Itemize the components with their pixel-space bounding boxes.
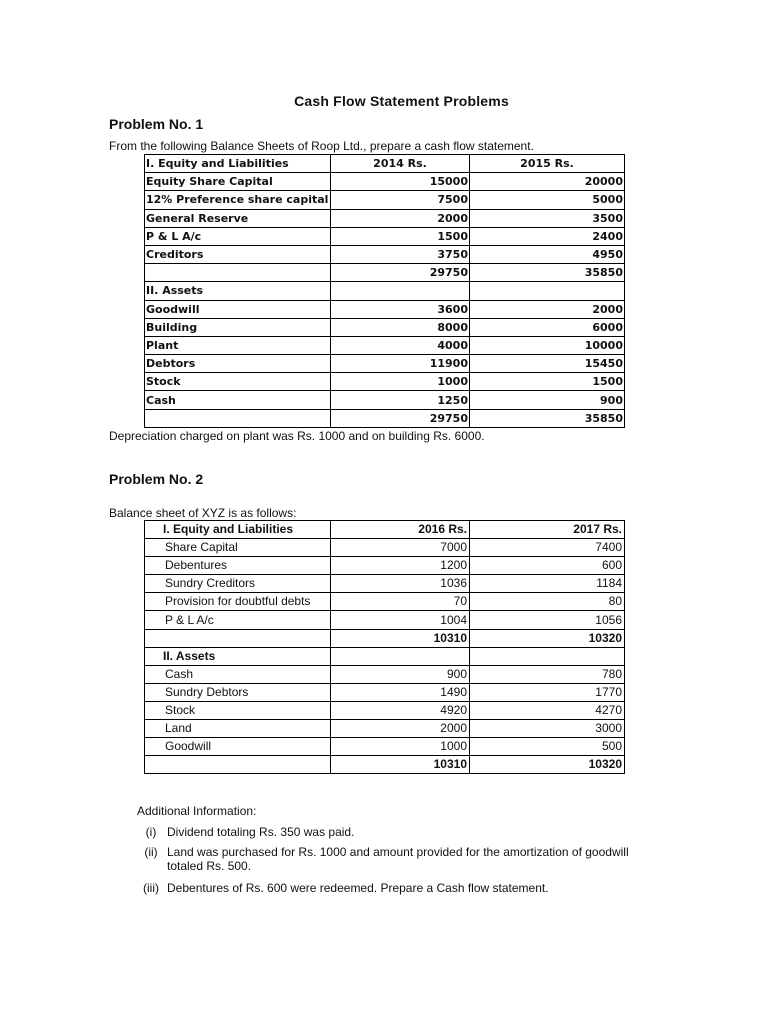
value-cell: 4950 [470, 245, 625, 263]
value-cell: 70 [331, 593, 470, 611]
table-row [145, 593, 625, 611]
item-number: (iii) [143, 881, 159, 895]
value-cell: 2400 [470, 227, 625, 245]
value-cell: 20000 [470, 173, 625, 191]
column-header: I. Equity and Liabilities [145, 521, 331, 539]
table-row [145, 373, 625, 391]
value-cell: 4270 [470, 701, 625, 719]
value-cell: 780 [470, 665, 625, 683]
table-row [145, 245, 625, 263]
table-row [145, 701, 625, 719]
problem-1-note: Depreciation charged on plant was Rs. 1000 and on building Rs. 6000. [109, 429, 485, 443]
total-row [145, 629, 625, 647]
column-header: 2015 Rs. [470, 155, 625, 173]
row-label: Creditors [145, 245, 331, 263]
row-label: P & L A/c [145, 227, 331, 245]
table-header-row [145, 521, 625, 539]
row-label: 12% Preference share capital [145, 191, 331, 209]
table-header-row [145, 155, 625, 173]
row-label: Building [145, 318, 331, 336]
row-label [145, 756, 331, 774]
total-row [145, 409, 625, 427]
row-label: Equity Share Capital [145, 173, 331, 191]
value-cell [470, 282, 625, 300]
row-label: P & L A/c [145, 611, 331, 629]
value-cell: 1200 [331, 557, 470, 575]
row-label: Stock [145, 701, 331, 719]
value-cell: 4000 [331, 336, 470, 354]
value-cell: 7400 [470, 539, 625, 557]
column-header: I. Equity and Liabilities [145, 155, 331, 173]
section-row [145, 282, 625, 300]
value-cell: 1056 [470, 611, 625, 629]
total-row [145, 756, 625, 774]
value-cell: 10000 [470, 336, 625, 354]
value-cell: 900 [470, 391, 625, 409]
total-row [145, 264, 625, 282]
table-row [145, 336, 625, 354]
table-row [145, 391, 625, 409]
table-row [145, 720, 625, 738]
row-label [145, 264, 331, 282]
value-cell: 1250 [331, 391, 470, 409]
table-row [145, 318, 625, 336]
value-cell: 1490 [331, 683, 470, 701]
value-cell: 1500 [470, 373, 625, 391]
table-row [145, 191, 625, 209]
table-row [145, 738, 625, 756]
table-row [145, 539, 625, 557]
table-row [145, 665, 625, 683]
row-label: Cash [145, 665, 331, 683]
column-header: 2017 Rs. [470, 521, 625, 539]
value-cell: 2000 [331, 720, 470, 738]
table-row [145, 355, 625, 373]
section-label: II. Assets [145, 647, 331, 665]
total-cell: 35850 [470, 409, 625, 427]
row-label: Debtors [145, 355, 331, 373]
page-title: Cash Flow Statement Problems [294, 93, 509, 109]
problem-1-intro: From the following Balance Sheets of Roop Ltd., prepare a cash flow statement. [109, 139, 534, 153]
row-label: General Reserve [145, 209, 331, 227]
table-row [145, 300, 625, 318]
row-label: Cash [145, 391, 331, 409]
value-cell: 2000 [331, 209, 470, 227]
value-cell: 8000 [331, 318, 470, 336]
row-label: Goodwill [145, 300, 331, 318]
item-text: Land was purchased for Rs. 1000 and amount provided for the amortization of goodwill totaled Rs. 500. [167, 845, 629, 873]
total-cell: 10310 [331, 629, 470, 647]
value-cell: 7500 [331, 191, 470, 209]
value-cell: 1500 [331, 227, 470, 245]
value-cell: 4920 [331, 701, 470, 719]
value-cell [331, 647, 470, 665]
value-cell: 3500 [470, 209, 625, 227]
value-cell: 3000 [470, 720, 625, 738]
item-text: Debentures of Rs. 600 were redeemed. Prepare a Cash flow statement. [167, 881, 549, 895]
problem-2-intro: Balance sheet of XYZ is as follows: [109, 506, 297, 520]
value-cell: 80 [470, 593, 625, 611]
value-cell: 5000 [470, 191, 625, 209]
value-cell: 11900 [331, 355, 470, 373]
table-row [145, 557, 625, 575]
value-cell: 600 [470, 557, 625, 575]
value-cell: 1184 [470, 575, 625, 593]
row-label: Share Capital [145, 539, 331, 557]
row-label: Debentures [145, 557, 331, 575]
row-label: Sundry Debtors [145, 683, 331, 701]
row-label: Goodwill [145, 738, 331, 756]
total-cell: 10310 [331, 756, 470, 774]
total-cell: 29750 [331, 409, 470, 427]
value-cell: 2000 [470, 300, 625, 318]
value-cell: 15000 [331, 173, 470, 191]
table-row [145, 173, 625, 191]
additional-item [137, 845, 697, 877]
column-header: 2016 Rs. [331, 521, 470, 539]
value-cell [331, 282, 470, 300]
value-cell: 900 [331, 665, 470, 683]
total-cell: 29750 [331, 264, 470, 282]
item-number: (ii) [144, 845, 158, 859]
value-cell [470, 647, 625, 665]
value-cell: 3600 [331, 300, 470, 318]
section-label: II. Assets [145, 282, 331, 300]
table-row [145, 611, 625, 629]
total-cell: 35850 [470, 264, 625, 282]
value-cell: 1000 [331, 738, 470, 756]
balance-sheet-table-xyz [144, 520, 625, 774]
row-label: Land [145, 720, 331, 738]
row-label [145, 629, 331, 647]
additional-information-heading: Additional Information: [137, 804, 257, 818]
row-label: Plant [145, 336, 331, 354]
additional-item [137, 825, 697, 841]
value-cell: 1000 [331, 373, 470, 391]
row-label [145, 409, 331, 427]
value-cell: 1004 [331, 611, 470, 629]
value-cell: 1036 [331, 575, 470, 593]
section-row [145, 647, 625, 665]
row-label: Stock [145, 373, 331, 391]
item-number: (i) [145, 825, 157, 839]
total-cell: 10320 [470, 756, 625, 774]
balance-sheet-table-roop [144, 154, 625, 428]
value-cell: 3750 [331, 245, 470, 263]
value-cell: 7000 [331, 539, 470, 557]
table-row [145, 575, 625, 593]
additional-item [137, 881, 697, 897]
column-header: 2014 Rs. [331, 155, 470, 173]
value-cell: 1770 [470, 683, 625, 701]
value-cell: 15450 [470, 355, 625, 373]
table-row [145, 209, 625, 227]
row-label: Provision for doubtful debts [145, 593, 331, 611]
total-cell: 10320 [470, 629, 625, 647]
value-cell: 6000 [470, 318, 625, 336]
table-row [145, 683, 625, 701]
problem-2-heading: Problem No. 2 [109, 471, 204, 487]
problem-1-heading: Problem No. 1 [109, 116, 204, 132]
row-label: Sundry Creditors [145, 575, 331, 593]
value-cell: 500 [470, 738, 625, 756]
table-row [145, 227, 625, 245]
item-text: Dividend totaling Rs. 350 was paid. [167, 825, 355, 839]
